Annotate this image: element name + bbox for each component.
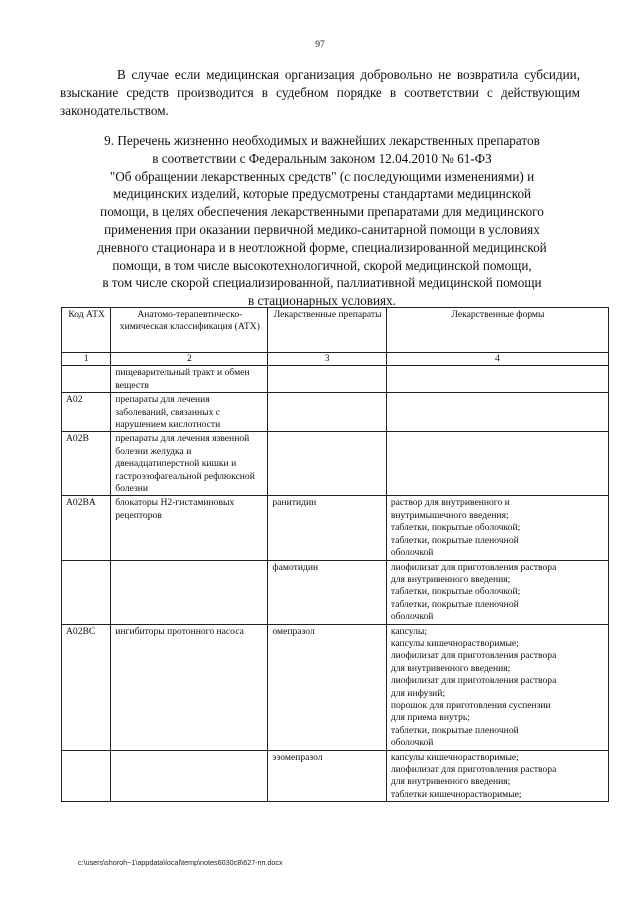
drug-cell xyxy=(268,393,386,432)
table-row xyxy=(62,393,609,432)
classification-cell xyxy=(111,750,268,802)
classification-cell xyxy=(111,560,268,624)
section-heading xyxy=(58,132,586,310)
form-line: лиофилизат для приготовления раствора xyxy=(390,561,557,573)
heading-line: "Об обращении лекарственных средств" (с последующими изменениями) и xyxy=(109,168,535,184)
header-forms: Лекарственные формы xyxy=(386,308,608,353)
atc-code-cell: A02B xyxy=(62,432,111,496)
forms-cell xyxy=(386,750,608,802)
form-line: капсулы; xyxy=(390,625,428,637)
form-line: для внутривенного введения; xyxy=(390,776,511,788)
form-line: таблетки, покрытые оболочкой; xyxy=(390,522,521,534)
subsidy-paragraph: В случае если медицинская организация добровольно не возвратила субсидии, взыскание средств производится в судебном порядке в соответствии с действующим законодательством. xyxy=(60,67,580,118)
classification-cell: блокаторы H2-гистаминовых рецепторов xyxy=(111,496,268,560)
form-line: лиофилизат для приготовления раствора xyxy=(390,650,557,662)
atc-code-cell xyxy=(62,750,111,802)
heading-line: в том числе скорой специализированной, паллиативной медицинской помощи xyxy=(102,275,542,291)
form-line: для инфузий; xyxy=(390,687,446,699)
forms-cell xyxy=(386,432,608,496)
classification-cell: препараты для лечения заболеваний, связанных с нарушением кислотности xyxy=(111,393,268,432)
column-number: 1 xyxy=(62,353,111,366)
atc-code-cell: A02BA xyxy=(62,496,111,560)
form-line: таблетки, покрытые пленочной xyxy=(390,534,519,546)
drug-cell: эзомепразол xyxy=(268,750,386,802)
form-line: оболочкой xyxy=(390,611,434,623)
table-header-row xyxy=(62,308,609,353)
form-line: таблетки, покрытые оболочкой; xyxy=(390,586,521,598)
table-row xyxy=(62,560,609,624)
form-line: лиофилизат для приготовления раствора xyxy=(390,764,557,775)
form-line: для внутривенного введения; xyxy=(390,573,511,585)
form-line: лиофилизат для приготовления раствора xyxy=(390,675,557,687)
form-line: оболочкой xyxy=(390,547,434,559)
form-line: капсулы кишечнорастворимые; xyxy=(390,637,519,649)
classification-cell: пищеварительный тракт и обмен веществ xyxy=(111,366,268,393)
form-line: для приема внутрь; xyxy=(390,712,470,724)
column-number: 3 xyxy=(268,353,386,366)
drug-cell: омепразол xyxy=(268,624,386,750)
column-number: 4 xyxy=(386,353,608,366)
table-row xyxy=(62,750,609,802)
form-line: оболочкой xyxy=(390,737,434,749)
header-code: Код АТХ xyxy=(62,308,111,353)
table-row xyxy=(62,496,609,560)
heading-line: дневного стационара и в неотложной форме, специализированной медицинской xyxy=(97,239,547,255)
classification-cell: препараты для лечения язвенной болезни желудка и двенадцатиперстной кишки и гастроэзофагеальной рефлюксной болезни xyxy=(111,432,268,496)
heading-line: помощи, в том числе высокотехнологичной, скорой медицинской помощи, xyxy=(112,257,532,273)
heading-line: медицинских изделий, которые предусмотрены стандартами медицинской xyxy=(112,186,532,202)
heading-line: применения при оказании первичной медико-санитарной помощи в условиях xyxy=(104,221,540,237)
classification-cell: ингибиторы протонного насоса xyxy=(111,624,268,750)
heading-line: 9. Перечень жизненно необходимых и важнейших лекарственных препаратов xyxy=(104,133,540,148)
form-line: таблетки кишечнорастворимые; xyxy=(390,788,522,800)
drug-cell xyxy=(268,366,386,393)
header-classification: Анатомо-терапевтическо-химическая классификация (АТХ) xyxy=(111,308,268,353)
forms-cell xyxy=(386,393,608,432)
heading-line: помощи, в целях обеспечения лекарственными препаратами для медицинского xyxy=(100,204,544,220)
atc-code-cell: A02BC xyxy=(62,624,111,750)
forms-cell xyxy=(386,560,608,624)
file-path-footer: c:\users\shoroh~1\appdata\local\temp\notes6030c8\627-пп.docx xyxy=(78,858,283,867)
atc-code-cell: A02 xyxy=(62,393,111,432)
table-row xyxy=(62,432,609,496)
form-line: таблетки, покрытые пленочной xyxy=(390,598,519,610)
table-row xyxy=(62,366,609,393)
form-line: капсулы кишечнорастворимые; xyxy=(390,751,519,763)
form-line: раствор для внутривенного и xyxy=(390,497,510,509)
column-number: 2 xyxy=(111,353,268,366)
form-line: внутримышечного введения; xyxy=(390,509,509,521)
atc-code-cell xyxy=(62,366,111,393)
atc-code-cell xyxy=(62,560,111,624)
page-number: 97 xyxy=(315,40,325,50)
forms-cell xyxy=(386,366,608,393)
form-line: таблетки, покрытые пленочной xyxy=(390,724,519,736)
drug-list-table xyxy=(61,307,609,802)
header-drugs: Лекарственные препараты xyxy=(268,308,386,353)
drug-cell: фамотидин xyxy=(268,560,386,624)
table-body xyxy=(62,366,609,802)
column-number-row xyxy=(62,353,609,366)
forms-cell xyxy=(386,624,608,750)
drug-cell xyxy=(268,432,386,496)
table-row xyxy=(62,624,609,750)
drug-cell: ранитидин xyxy=(268,496,386,560)
form-line: порошок для приготовления суспензии xyxy=(390,699,551,711)
forms-cell xyxy=(386,496,608,560)
heading-line: в стационарных условиях. xyxy=(247,293,397,309)
form-line: для внутривенного введения; xyxy=(390,662,511,674)
heading-line: в соответствии с Федеральным законом 12.04.2010 № 61-ФЗ xyxy=(152,150,492,166)
